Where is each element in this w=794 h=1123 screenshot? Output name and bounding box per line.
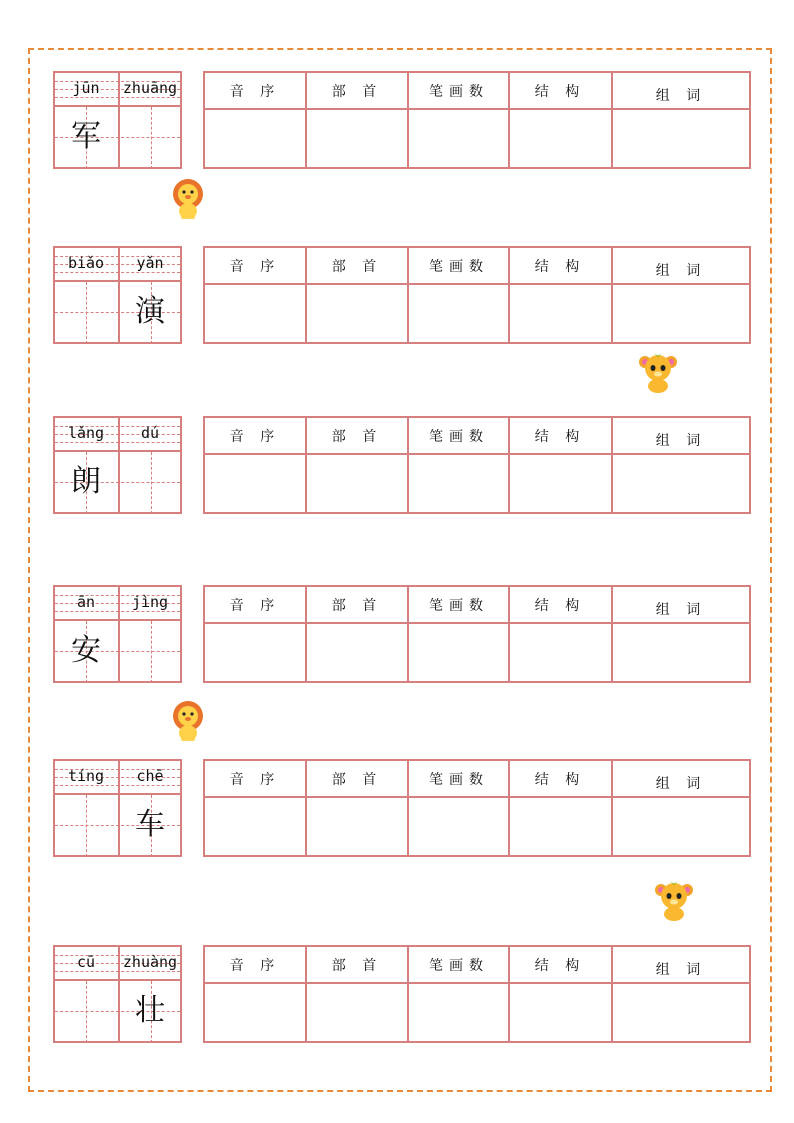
word-row-4 (0, 585, 794, 683)
character-box (53, 416, 182, 514)
header-structure: 结 构 (534, 429, 586, 445)
header-order: 音 序 (229, 598, 281, 614)
header-words: 组 词 (655, 602, 707, 618)
header-strokes: 笔画数 (429, 958, 489, 974)
word-row-3 (0, 416, 794, 514)
analysis-table (203, 585, 751, 683)
character-box (53, 246, 182, 344)
pinyin-first: cū (76, 953, 96, 971)
header-strokes: 笔画数 (429, 259, 489, 275)
pinyin-second: zhuāng (122, 79, 178, 97)
given-character: 演 (135, 294, 165, 329)
lion-icon (170, 178, 206, 220)
pinyin-first: lǎng (67, 424, 105, 442)
header-radical: 部 首 (331, 958, 383, 974)
pinyin-second: chē (136, 767, 164, 785)
header-order: 音 序 (229, 84, 281, 100)
lion-icon (170, 700, 206, 742)
pinyin-second: jìng (131, 593, 169, 611)
header-radical: 部 首 (331, 429, 383, 445)
header-words: 组 词 (655, 433, 707, 449)
header-strokes: 笔画数 (429, 772, 489, 788)
header-radical: 部 首 (331, 772, 383, 788)
header-order: 音 序 (229, 429, 281, 445)
given-character: 车 (135, 807, 165, 842)
analysis-table (203, 246, 751, 344)
header-order: 音 序 (229, 772, 281, 788)
word-row-6 (0, 945, 794, 1043)
header-words: 组 词 (655, 88, 707, 104)
character-box (53, 759, 182, 857)
header-strokes: 笔画数 (429, 598, 489, 614)
header-words: 组 词 (655, 776, 707, 792)
character-box (53, 585, 182, 683)
header-structure: 结 构 (534, 84, 586, 100)
header-order: 音 序 (229, 259, 281, 275)
header-strokes: 笔画数 (429, 429, 489, 445)
pinyin-second: dú (140, 424, 160, 442)
analysis-table (203, 416, 751, 514)
header-strokes: 笔画数 (429, 84, 489, 100)
header-structure: 结 构 (534, 598, 586, 614)
header-radical: 部 首 (331, 84, 383, 100)
header-words: 组 词 (655, 962, 707, 978)
given-character: 朗 (71, 464, 101, 499)
header-radical: 部 首 (331, 259, 383, 275)
word-row-1 (0, 71, 794, 169)
pinyin-first: tíng (67, 767, 105, 785)
header-radical: 部 首 (331, 598, 383, 614)
analysis-table (203, 759, 751, 857)
pinyin-second: yǎn (136, 254, 164, 272)
bear-icon (652, 878, 696, 922)
character-box (53, 71, 182, 169)
pinyin-first: ān (76, 593, 96, 611)
header-words: 组 词 (655, 263, 707, 279)
pinyin-first: jūn (72, 79, 100, 97)
given-character: 壮 (135, 993, 165, 1028)
analysis-table (203, 945, 751, 1043)
character-box (53, 945, 182, 1043)
page-border (28, 48, 772, 1092)
pinyin-first: biǎo (67, 254, 105, 272)
word-row-2 (0, 246, 794, 344)
analysis-table (203, 71, 751, 169)
header-structure: 结 构 (534, 259, 586, 275)
header-structure: 结 构 (534, 958, 586, 974)
given-character: 安 (71, 633, 101, 668)
bear-icon (636, 350, 680, 394)
header-structure: 结 构 (534, 772, 586, 788)
pinyin-second: zhuàng (122, 953, 178, 971)
header-order: 音 序 (229, 958, 281, 974)
word-row-5 (0, 759, 794, 857)
given-character: 军 (71, 119, 101, 154)
